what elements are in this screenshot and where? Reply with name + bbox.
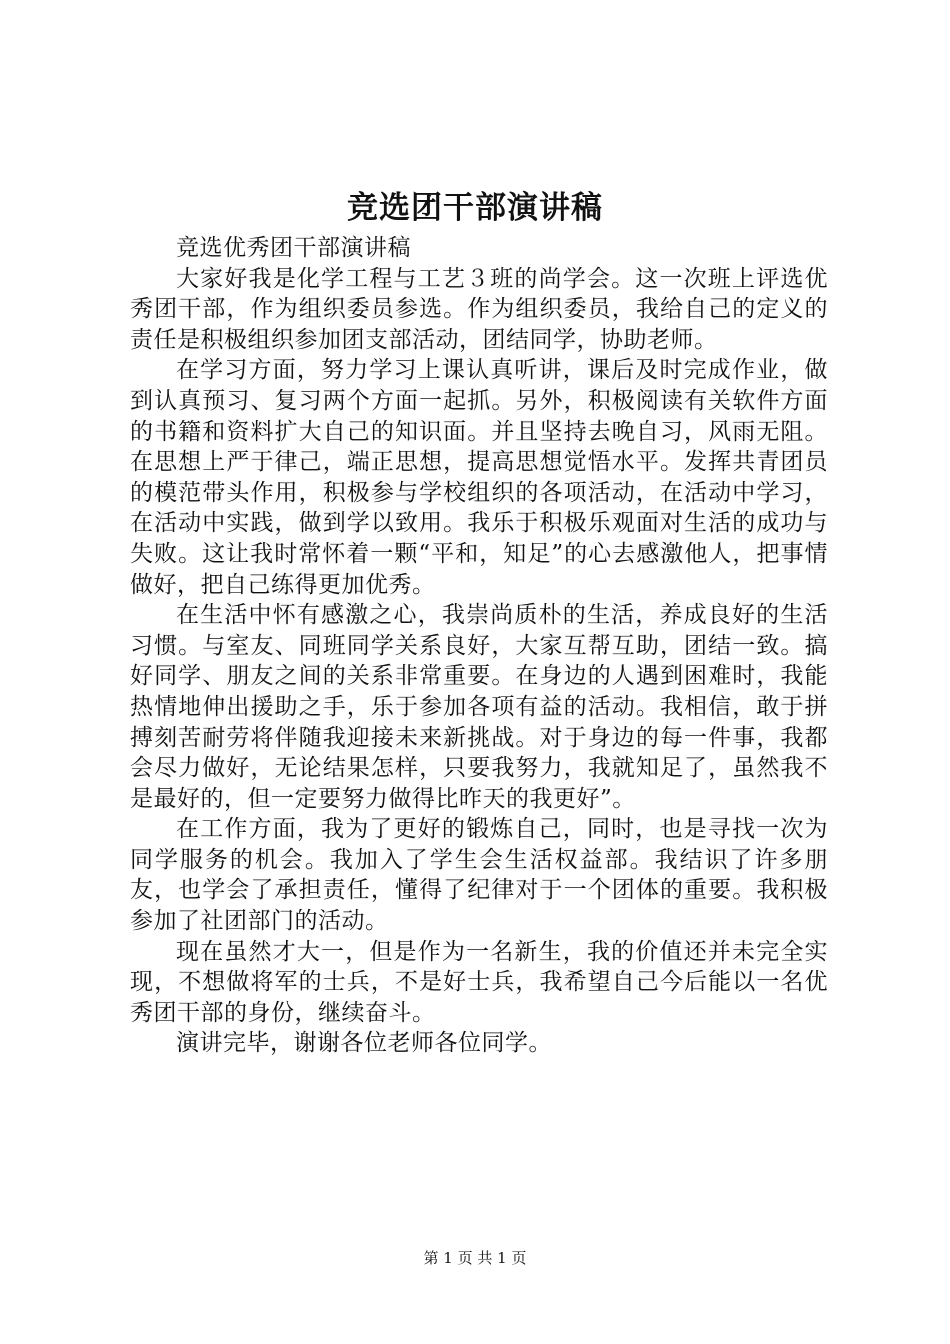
paragraph-study: 在学习方面，努力学习上课认真听讲，课后及时完成作业，做到认真预习、复习两个方面一起抓。另外，积极阅读有关软件方面的书籍和资料扩大自己的知识面。并且坚持去晚自习，风雨无阻。在思想上严于律己，端正思想，提高思想觉悟水平。发挥共青团员的模范带头作用，积极参与学校组织的各项活动，在活动中学习，在活动中实践，做到学以致用。我乐于积极乐观面对生活的成功与失败。这让我时常怀着一颗“平和，知足”的心去感激他人，把事情做好，把自己练得更加优秀。	[130, 357, 828, 598]
document-title: 竞选团干部演讲稿	[347, 190, 603, 226]
paragraph-closing: 演讲完毕，谢谢各位老师各位同学。	[176, 1030, 552, 1057]
paragraph-life: 在生活中怀有感激之心，我崇尚质朴的生活，养成良好的生活习惯。与室友、同班同学关系良好，大家互帮互助，团结一致。搞好同学、朋友之间的关系非常重要。在身边的人遇到困难时，我能热情地伸出援助之手，乐于参加各项有益的活动。我相信，敢于拼搏刻苦耐劳将伴随我迎接未来新挑战。对于身边的每一件事，我都会尽力做好，无论结果怎样，只要我努力，我就知足了，虽然我不是最好的，但一定要努力做得比昨天的我更好”。	[130, 602, 828, 812]
paragraph-subtitle: 竞选优秀团干部演讲稿	[176, 235, 411, 261]
paragraph-intro: 大家好我是化学工程与工艺３班的尚学会。这一次班上评选优秀团干部，作为组织委员参选。作为组织委员，我给自己的定义的责任是积极组织参加团支部活动，团结同学，协助老师。	[130, 265, 828, 353]
page-number-footer: 第 1 页 共 1 页	[423, 1249, 527, 1267]
paragraph-future: 现在虽然才大一，但是作为一名新生，我的价值还并未完全实现，不想做将军的士兵，不是好士兵，我希望自己今后能以一名优秀团干部的身份，继续奋斗。	[130, 938, 828, 1026]
document-body	[130, 233, 828, 1059]
paragraph-work: 在工作方面，我为了更好的锻炼自己，同时，也是寻找一次为同学服务的机会。我加入了学生会生活权益部。我结识了许多朋友，也学会了承担责任，懂得了纪律对于一个团体的重要。我积极参加了社团部门的活动。	[130, 816, 828, 935]
